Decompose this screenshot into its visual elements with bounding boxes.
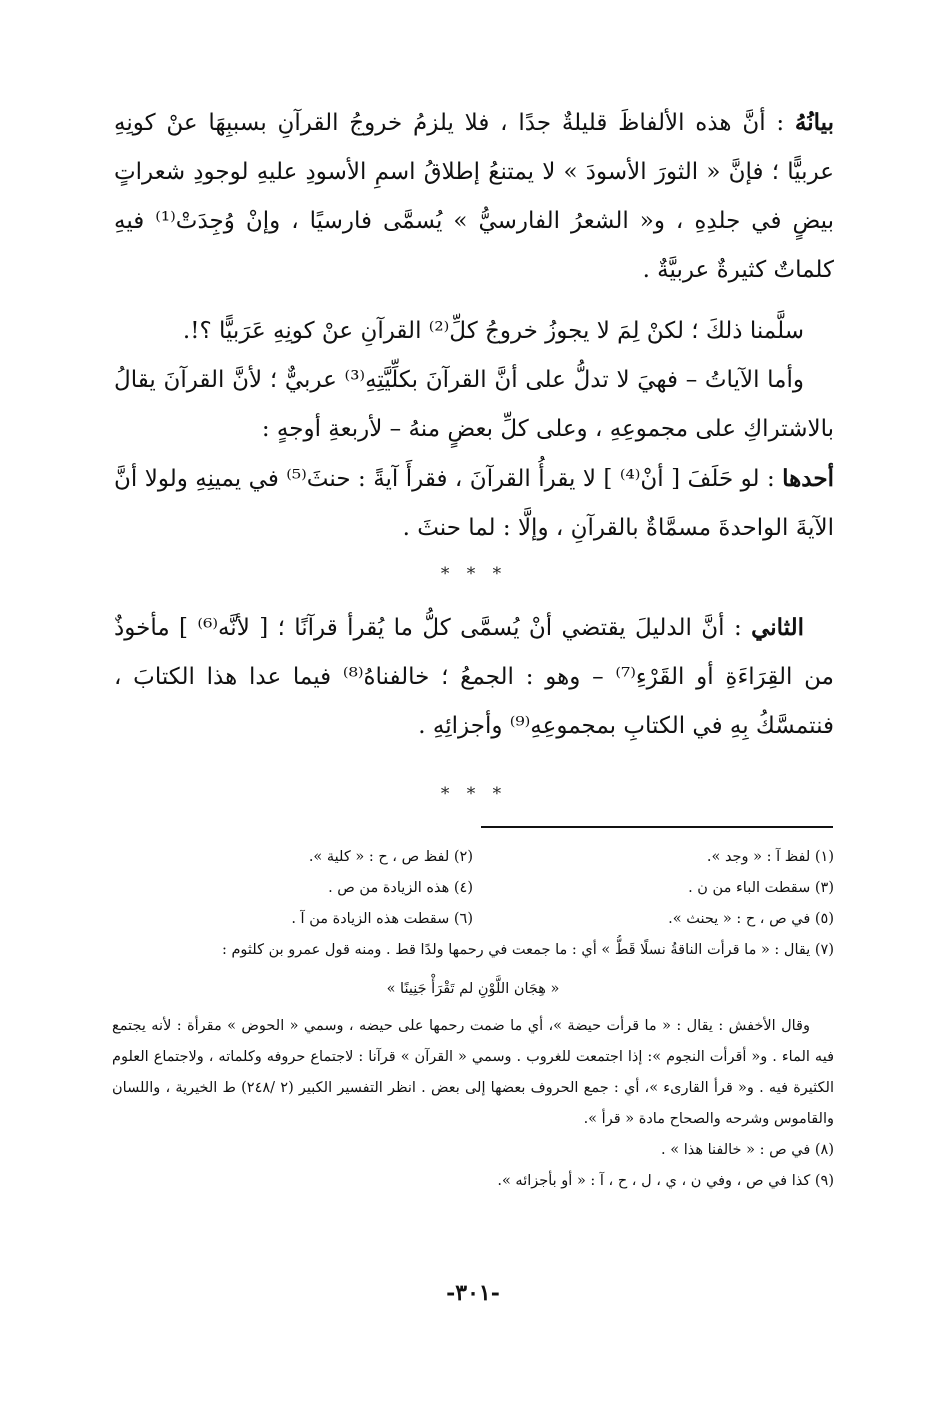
paragraph-1 (114, 98, 834, 295)
main-text (114, 98, 834, 811)
footnote-1: (١) لفظ آ : « وجد ». (706, 849, 834, 865)
footnote-6: (٦) سقطت هذه الزيادة من آ . (291, 911, 473, 927)
footnote-5: (٥) في ص ، ح : « يحنث ». (668, 911, 834, 927)
footnote-9: (٩) كذا في ص ، وفي ن ، ي ، ل ، ح ، آ : « أو بأجزائه ». (497, 1173, 834, 1189)
paragraph-3: وأما الآياتُ – فهيَ لا تدلُّ على أنَّ القرآنَ بكلِّيَّتِهِ⁽³⁾ عربيٌّ ؛ لأنَّ القرآنَ يقالُ بالاشتراكِ على مجموعِهِ ، وعلى كلِّ بعضٍ منهُ – لأربعةِ أوجهٍ : (114, 367, 834, 442)
paragraph-1-lead: بيانُهُ (794, 109, 834, 136)
section-separator-2: * * * (440, 784, 508, 804)
footnote-7-verse: « هِجَان اللَّوْنِ لم تَقْرَأْ جَنِينًا » (386, 981, 560, 997)
footnote-3: (٣) سقطت الباء من ن . (688, 880, 834, 896)
footnotes (112, 842, 834, 1197)
footnote-2: (٢) لفظ ص ، ح : « كلية ». (308, 849, 473, 865)
paragraph-1-text: : أنَّ هذه الألفاظَ قليلةٌ جدًا ، فلا يلزمُ خروجُ القرآنِ بسببِهَا عنْ كونِهِ عربيًّا ؛ فإنَّ « الثورَ الأسودَ » لا يمتنعُ إطلاقُ اسمِ الأسودِ عليهِ لوجودِ شعراتٍ بيضٍ في جلدِهِ ، و« الشعرُ الفارسيُّ » يُسمَّى فارسيًا ، وإنْ وُجِدَتْ⁽¹⁾ فيهِ كلماتٌ كثيرةٌ عربيَّةٌ . (114, 110, 834, 283)
footnote-7-commentary: وقال الأخفش : يقال : « ما قرأت حيضة »، أي ما ضمت رحمها على حيضه ، وسمي « الحوض » مقرأة : لأنه يجتمع فيه الماء . و« أقرأت النجوم »: إذا اجتمعت للغروب . وسمي « القرآن » قرآنا : لاجتماع حروفه وكلماته ، ولاجتماع العلوم الكثيرة فيه . و« قرأ القارىء »، أي : جمع الحروف بعضها إلى بعض . انظر التفسير الكبير (٢ /٢٤٨) ط الخيرية ، واللسان والقاموس وشرحه والصحاح مادة « قرأ ». (112, 1018, 834, 1127)
footnote-row (112, 904, 834, 935)
footnote-4: (٤) هذه الزيادة من ص . (328, 880, 473, 896)
paragraph-5 (114, 603, 834, 751)
paragraph-5-lead: الثاني (751, 614, 804, 641)
footnote-rule (481, 826, 833, 828)
paragraph-5-text: : أنَّ الدليلَ يقتضي أنْ يُسمَّى كلُّ ما يُقرأ قرآنًا ؛ [ لأنَّه⁽⁶⁾ ] مأخوذٌ من القِرَاءَةِ أو القَرْءِ⁽⁷⁾ – وهو : الجمعُ ؛ خالفناهُ⁽⁸⁾ فيما عدا هذا الكتابَ ، فنتمسَّكُ بِهِ في الكتابِ بمجموعِهِ⁽⁹⁾ وأجزائِهِ . (114, 615, 834, 739)
paragraph-4-text: : لو حَلَفَ [ أنْ⁽⁴⁾ ] لا يقرأُ القرآنَ ، فقرأَ آيةً : حنثَ⁽⁵⁾ في يمينِهِ ولولا أنَّ الآيةَ الواحدةَ مسمَّاةٌ بالقرآنِ ، وإلَّا : لما حنثَ . (114, 466, 834, 541)
page-number: -٣٠١- (446, 1280, 500, 1306)
paragraph-4 (114, 454, 834, 553)
footnote-8: (٨) في ص : « خالفنا هذا » . (661, 1142, 834, 1158)
footnote-row (112, 873, 834, 904)
section-separator-1: * * * (440, 564, 508, 584)
footnote-row (112, 842, 834, 873)
paragraph-4-lead: أحدها (782, 465, 834, 492)
paragraph-2: سلَّمنا ذلكَ ؛ لكنْ لِمَ لا يجوزُ خروجُ كلِّ⁽²⁾ القرآنِ عنْ كونِهِ عَرَبيًّا ؟!. (182, 318, 804, 344)
footnote-7: (٧) يقال : « ما قرأت الناقةُ نسلًا قَطُّ » أي : ما جمعت في رحمها ولدًا قط . ومنه قول عمرو بن كلثوم : (221, 942, 834, 958)
